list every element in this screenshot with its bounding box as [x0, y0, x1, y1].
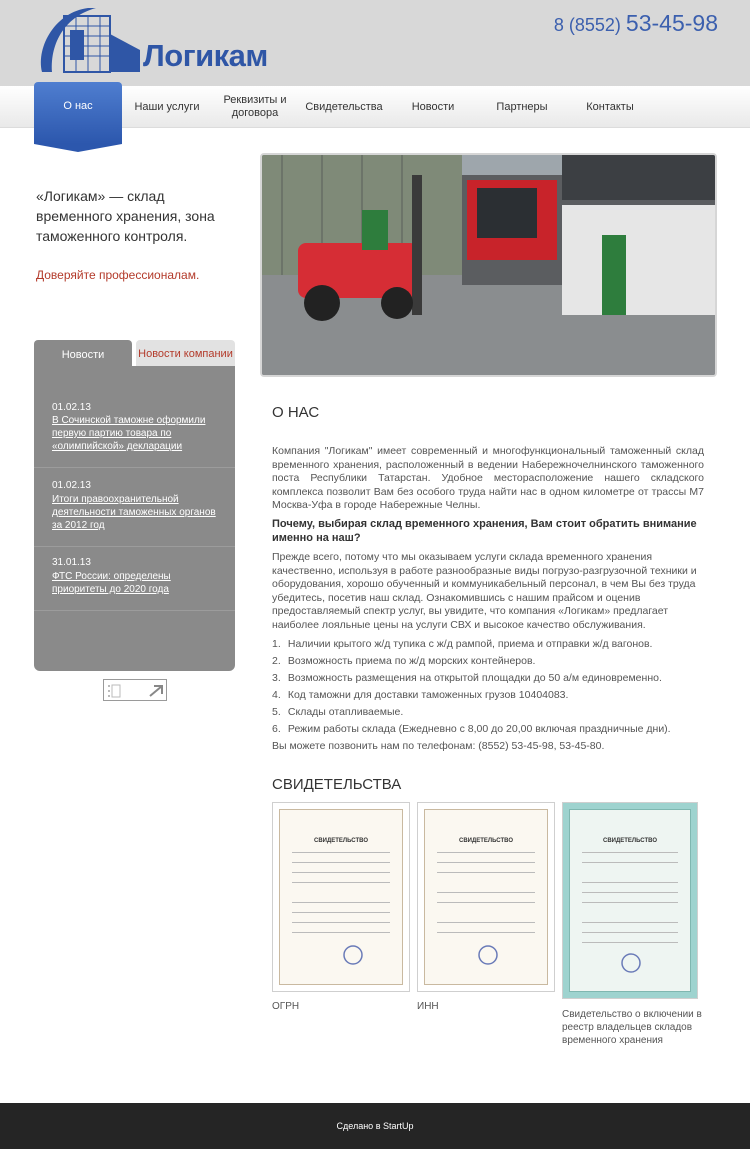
nav-services[interactable]: Наши услуги	[134, 100, 200, 113]
list-item: 5. Склады отапливаемые.	[272, 706, 404, 718]
stamp-icon	[342, 944, 364, 966]
phone-number: 53-45-98	[625, 10, 718, 36]
news-link[interactable]: ФТС России: определены приоритеты до 2020 года	[52, 571, 171, 595]
stamp-icon	[477, 944, 499, 966]
certificate-registry[interactable]	[562, 802, 698, 999]
nav-about[interactable]: О нас	[34, 82, 122, 144]
logo-building-icon	[36, 6, 146, 76]
news-panel	[34, 366, 235, 671]
about-paragraph: Прежде всего, потому что мы оказываем услуги склада временного хранения качественно, используя в работе разнообразные виды погрузо-разгрузочной техники и оборудования, хорошо обученный и коммуникабельный персонал, в чем Вы без труда убедитесь, посетив наш склад. Ознакомившись с нашим прайсом и оценив предоставляемый спектр услуг, вы увидите, что компания «Логикам» предлагает наиболее лояльные цены на услуги СВХ и высокое качество обслуживания.	[272, 551, 697, 631]
news-tabs	[34, 340, 235, 368]
news-link[interactable]: Итоги правоохранительной деятельности таможенных органов за 2012 год	[52, 494, 216, 531]
news-date: 01.02.13	[52, 402, 91, 413]
certificates-heading: СВИДЕТЕЛЬСТВА	[272, 776, 402, 793]
tab-company-news[interactable]: Новости компании	[136, 340, 235, 368]
nav-contacts[interactable]: Контакты	[586, 100, 634, 113]
contact-phones: Вы можете позвонить нам по телефонам: (8552) 53-45-98, 53-45-80.	[272, 740, 605, 752]
certificate-caption: ОГРН	[272, 1001, 300, 1012]
certificate-inn[interactable]	[417, 802, 555, 992]
certificate-title: СВИДЕТЕЛЬСТВО	[314, 838, 368, 844]
certificate-ogrn[interactable]	[272, 802, 410, 992]
main-nav	[0, 86, 750, 128]
site-footer	[0, 1103, 750, 1149]
news-item	[34, 366, 235, 468]
list-item: 1. Наличии крытого ж/д тупика с ж/д рампой, приема и отправки ж/д вагонов.	[272, 638, 653, 650]
about-question: Почему, выбирая склад временного хранения, Вам стоит обратить внимание именно на наш?	[272, 518, 697, 544]
certificate-caption: Свидетельство о включении в реестр владельцев складов временного хранения	[562, 1009, 702, 1046]
certificate-title: СВИДЕТЕЛЬСТВО	[603, 838, 657, 844]
stamp-icon	[620, 952, 642, 974]
about-heading: О НАС	[272, 404, 320, 421]
nav-news[interactable]: Новости	[411, 100, 455, 113]
list-item: 2. Возможность приема по ж/д морских контейнеров.	[272, 655, 536, 667]
footer-credit[interactable]: Сделано в StartUp	[336, 1121, 414, 1131]
nav-certificates[interactable]: Свидетельства	[305, 100, 383, 113]
nav-partners[interactable]: Партнеры	[496, 100, 548, 113]
tagline: «Логикам» — склад временного хранения, зона таможенного контроля.	[36, 188, 215, 244]
expand-icon	[104, 680, 168, 702]
header-phone	[554, 10, 718, 37]
warehouse-photo	[260, 153, 717, 377]
about-paragraph: Компания "Логикам" имеет современный и многофункциональный таможенный склад временного хранения, расположенный в ведении Набережночелнинского таможенного поста Республики Татарстан. Удобное месторасположение нашего складского комплекса позволит Вам без особого труда найти нас в одном километре от трассы М7 Москва-Уфа в городе Набережные Челны.	[272, 445, 704, 511]
features-list	[272, 637, 704, 739]
certificate-caption: ИНН	[417, 1001, 439, 1012]
list-item: 3. Возможность размещения на открытой площадки до 50 а/м единовременно.	[272, 672, 662, 684]
news-date: 31.01.13	[52, 557, 91, 568]
phone-prefix: 8 (8552)	[553, 15, 621, 35]
list-item: 4. Код таможни для доставки таможенных грузов 10404083.	[272, 689, 569, 701]
list-item: 6. Режим работы склада (Ежедневно с 8,00 до 20,00 включая праздничные дни).	[272, 723, 671, 735]
tab-news[interactable]: Новости	[34, 340, 132, 370]
logo-text: Логикам	[143, 38, 268, 73]
news-date: 01.02.13	[52, 480, 91, 491]
news-link[interactable]: В Сочинской таможне оформили первую партию товара по «олимпийской» декларации	[52, 415, 206, 452]
trust-slogan: Доверяйте профессионалам.	[36, 268, 200, 282]
site-header	[0, 0, 750, 86]
certificate-title: СВИДЕТЕЛЬСТВО	[459, 838, 513, 844]
nav-requisites[interactable]: Реквизиты и договора	[223, 94, 287, 119]
news-item	[34, 468, 235, 547]
news-item	[34, 547, 235, 611]
news-expand-button[interactable]	[103, 679, 167, 701]
